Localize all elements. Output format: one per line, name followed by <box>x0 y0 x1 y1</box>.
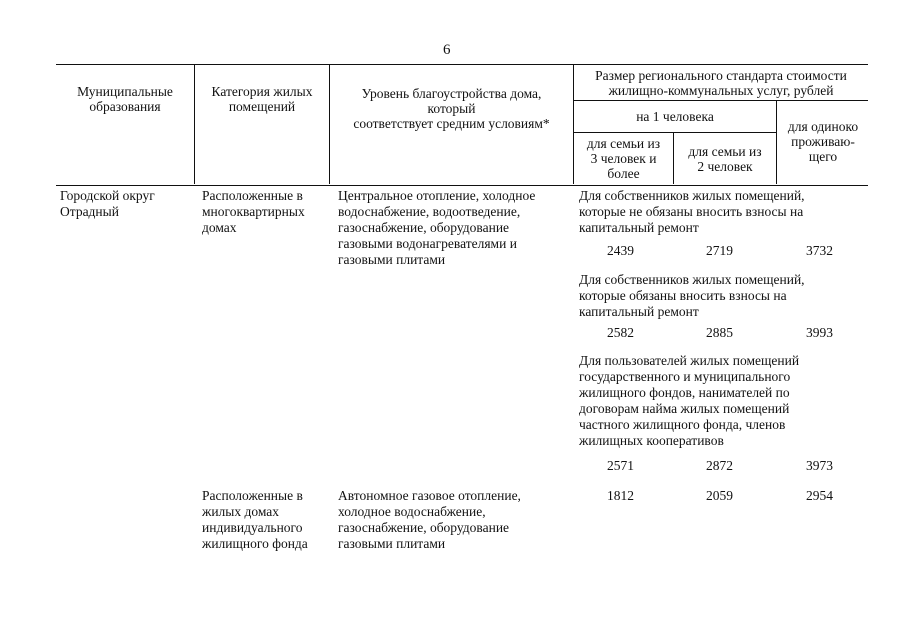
header-line: Муниципальные <box>77 84 173 99</box>
value-family-3: 2582 <box>607 325 634 340</box>
value-family-2: 2872 <box>706 458 733 473</box>
municipality-name <box>60 188 192 220</box>
cell-line: Расположенные в <box>202 188 303 203</box>
cell-line: газовыми плитами <box>338 536 446 551</box>
cell-line: многоквартирных <box>202 204 305 219</box>
header-divider <box>573 132 776 133</box>
value-family-3: 2439 <box>607 243 634 258</box>
header-divider <box>673 133 674 184</box>
group-label-owners-with-fees <box>579 272 869 320</box>
amenity-description-2 <box>338 488 574 552</box>
header-divider <box>776 101 777 184</box>
cell-line: Отрадный <box>60 204 119 219</box>
header-line: Размер регионального стандарта стоимости <box>595 68 847 83</box>
amenity-description-1 <box>338 188 574 268</box>
cell-line: капитальный ремонт <box>579 220 699 235</box>
header-line: Уровень благоустройства дома, <box>361 86 542 101</box>
cell-line: государственного и муниципального <box>579 369 791 384</box>
category-individual-houses <box>202 488 328 552</box>
header-line: 3 человек и <box>590 151 657 166</box>
cell-line: холодное водоснабжение, <box>338 504 486 519</box>
header-standard-size <box>575 68 867 98</box>
cell-line: водоснабжение, водоотведение, <box>338 204 521 219</box>
cell-line: Для собственников жилых помещений, <box>579 188 805 203</box>
cell-line: частного жилищного фонда, членов <box>579 417 786 432</box>
cell-line: жилых домах <box>202 504 280 519</box>
cell-line: договорам найма жилых помещений <box>579 401 790 416</box>
cell-line: которые обязаны вносить взносы на <box>579 288 787 303</box>
header-line: для одиноко <box>787 119 859 134</box>
cell-line: Автономное газовое отопление, <box>338 488 521 503</box>
cell-line: жилищного фондов, нанимателей по <box>579 385 790 400</box>
header-line: для семьи из <box>688 144 762 159</box>
header-line: который <box>427 101 476 116</box>
cell-line: индивидуального <box>202 520 303 535</box>
header-line: для семьи из <box>586 136 661 151</box>
header-line: Категория жилых <box>211 84 313 99</box>
value-family-2: 2719 <box>706 243 733 258</box>
header-divider <box>194 64 195 184</box>
header-municipalities <box>58 84 192 114</box>
value-single: 3732 <box>806 243 833 258</box>
cell-line: Центральное отопление, холодное <box>338 188 536 203</box>
cell-line: Для собственников жилых помещений, <box>579 272 805 287</box>
header-line: соответствует средним условиям* <box>353 116 550 131</box>
group-label-owners-no-fees <box>579 188 869 236</box>
cell-line: Расположенные в <box>202 488 303 503</box>
value-single: 3993 <box>806 325 833 340</box>
header-family-3 <box>575 136 672 181</box>
header-divider <box>573 64 574 184</box>
header-line: более <box>607 166 640 181</box>
header-family-2 <box>675 144 775 174</box>
value-family-3: 2571 <box>607 458 634 473</box>
page-number: 6 <box>443 42 451 58</box>
header-line: жилищно-коммунальных услуг, рублей <box>608 83 834 98</box>
header-divider <box>573 100 868 101</box>
group-label-tenants <box>579 353 869 449</box>
header-line: 2 человек <box>697 159 753 174</box>
header-line: помещений <box>228 99 296 114</box>
cell-line: газовыми водонагревателями и <box>338 236 517 251</box>
header-category <box>196 84 328 114</box>
value-single: 3973 <box>806 458 833 473</box>
cell-line: Городской округ <box>60 188 155 203</box>
header-line: проживаю- <box>791 134 855 149</box>
value-family-2: 2885 <box>706 325 733 340</box>
header-per-person: на 1 человека <box>636 109 714 124</box>
value-single: 2954 <box>806 488 833 503</box>
cell-line: капитальный ремонт <box>579 304 699 319</box>
header-line: щего <box>808 149 838 164</box>
header-divider <box>329 64 330 184</box>
header-amenity-level <box>331 86 572 131</box>
cell-line: газоснабжение, оборудование <box>338 520 510 535</box>
cell-line: Для пользователей жилых помещений <box>579 353 800 368</box>
cell-line: жилищных кооперативов <box>579 433 724 448</box>
header-single <box>778 119 868 164</box>
header-line: образования <box>89 99 161 114</box>
cell-line: домах <box>202 220 237 235</box>
value-family-3: 1812 <box>607 488 634 503</box>
cell-line: газоснабжение, оборудование <box>338 220 510 235</box>
cell-line: жилищного фонда <box>202 536 308 551</box>
cell-line: которые не обязаны вносить взносы на <box>579 204 804 219</box>
value-family-2: 2059 <box>706 488 733 503</box>
cell-line: газовыми плитами <box>338 252 446 267</box>
category-apartment-buildings <box>202 188 328 236</box>
